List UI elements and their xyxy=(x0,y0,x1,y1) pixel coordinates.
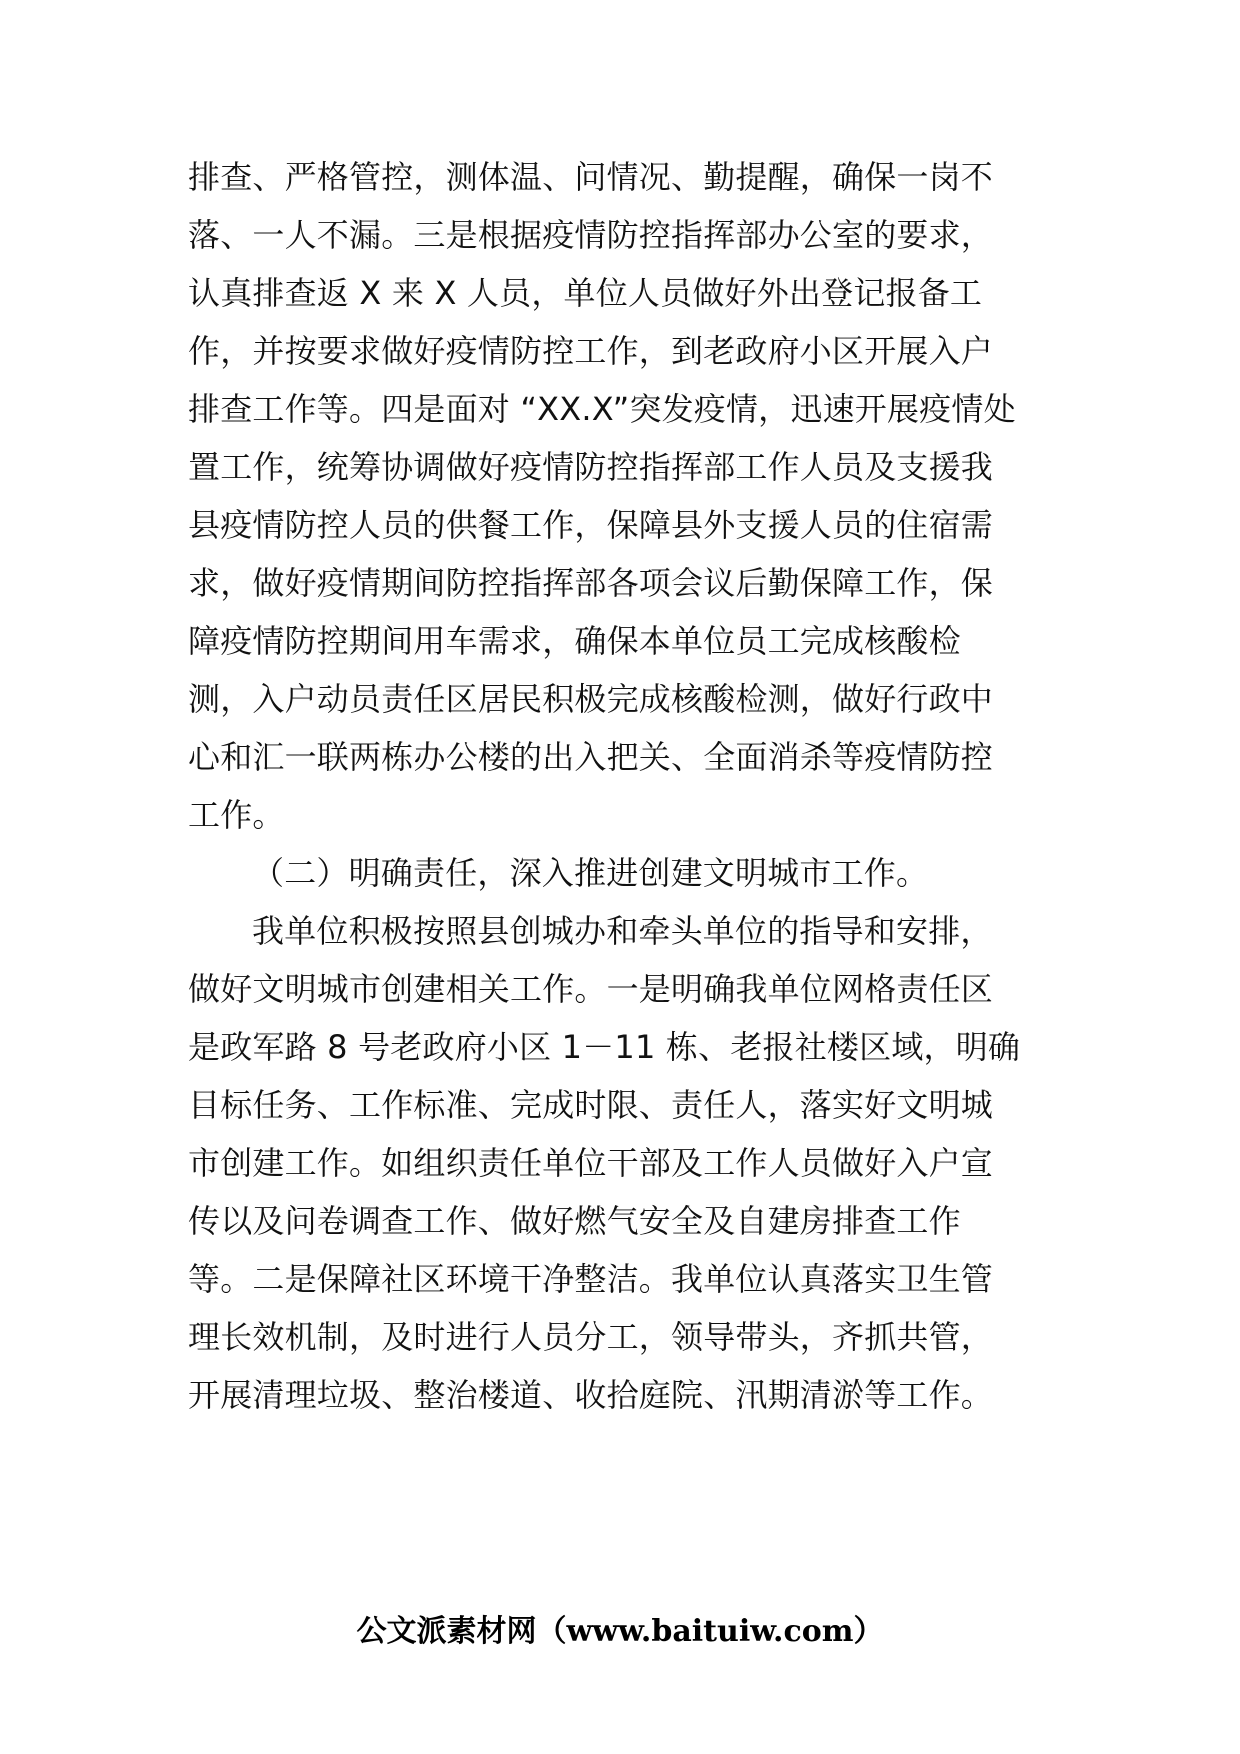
text-line: 置工作，统筹协调做好疫情防控指挥部工作人员及支援我 xyxy=(188,448,994,486)
source-watermark-footer: 公文派素材网（www.baituiw.com） xyxy=(356,1614,884,1649)
text-line: 我单位积极按照县创城办和牵头单位的指导和安排， xyxy=(252,912,993,950)
text-line: 认真排查返 X 来 X 人员，单位人员做好外出登记报备工 xyxy=(188,274,983,312)
text-line: 做好文明城市创建相关工作。一是明确我单位网格责任区 xyxy=(188,970,994,1008)
text-line: 等。二是保障社区环境干净整洁。我单位认真落实卫生管 xyxy=(188,1260,994,1298)
text-line: 传以及问卷调查工作、做好燃气安全及自建房排查工作 xyxy=(188,1202,961,1240)
text-line: 理长效机制，及时进行人员分工，领导带头，齐抓共管， xyxy=(188,1318,994,1356)
section-heading: （二）明确责任，深入推进创建文明城市工作。 xyxy=(252,854,929,892)
text-line: 障疫情防控期间用车需求，确保本单位员工完成核酸检 xyxy=(188,622,961,660)
text-line: 求，做好疫情期间防控指挥部各项会议后勤保障工作，保 xyxy=(188,564,994,602)
text-line: 心和汇一联两栋办公楼的出入把关、全面消杀等疫情防控 xyxy=(188,738,994,776)
text-line: 是政军路 8 号老政府小区 1－11 栋、老报社楼区域，明确 xyxy=(188,1028,1021,1066)
text-line: 排查工作等。四是面对 “XX.X”突发疫情，迅速开展疫情处 xyxy=(188,390,1016,428)
text-line: 落、一人不漏。三是根据疫情防控指挥部办公室的要求， xyxy=(188,216,994,254)
text-line: 排查、严格管控，测体温、问情况、勤提醒，确保一岗不 xyxy=(188,158,994,196)
text-line: 市创建工作。如组织责任单位干部及工作人员做好入户宣 xyxy=(188,1144,994,1182)
text-line: 目标任务、工作标准、完成时限、责任人，落实好文明城 xyxy=(188,1086,994,1124)
text-line: 测，入户动员责任区居民积极完成核酸检测，做好行政中 xyxy=(188,680,994,718)
text-line: 工作。 xyxy=(188,796,285,834)
text-line: 作，并按要求做好疫情防控工作，到老政府小区开展入户 xyxy=(188,332,994,370)
text-line: 县疫情防控人员的供餐工作，保障县外支援人员的住宿需 xyxy=(188,506,994,544)
text-line: 开展清理垃圾、整治楼道、收拾庭院、汛期清淤等工作。 xyxy=(188,1376,994,1414)
